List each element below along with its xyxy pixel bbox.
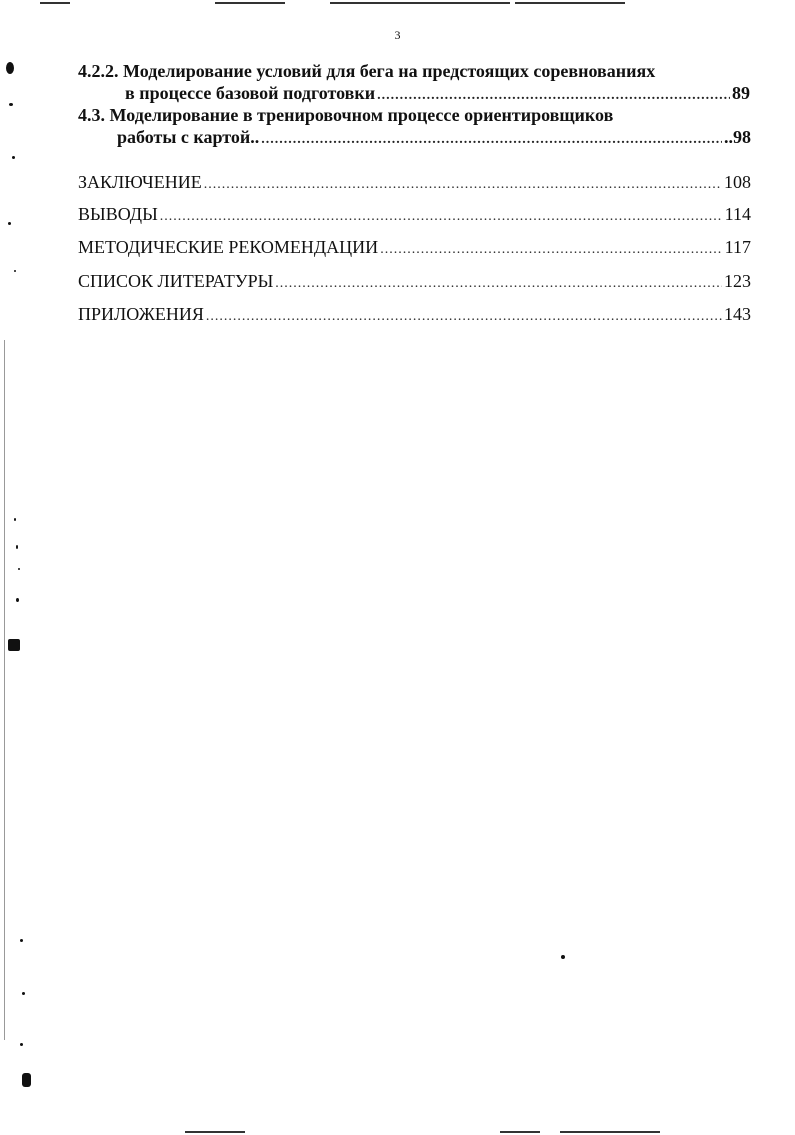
- toc-leader-dots: [206, 306, 722, 328]
- toc-page-number: 123: [724, 271, 751, 291]
- scan-speck: [22, 992, 25, 995]
- scan-speck: [22, 1073, 31, 1087]
- toc-label: ЗАКЛЮЧЕНИЕ: [78, 172, 202, 192]
- toc-page-number: 143: [724, 304, 751, 324]
- toc-page-number: 108: [724, 172, 751, 192]
- toc-leader-dots: [261, 129, 722, 151]
- scan-speck: [20, 939, 23, 942]
- toc-label: МЕТОДИЧЕСКИЕ РЕКОМЕНДАЦИИ: [78, 237, 379, 257]
- toc-item-4-3: [117, 126, 751, 151]
- scan-speck: [16, 598, 19, 602]
- toc-leader-dots: [160, 206, 723, 228]
- toc-leader-dots: [380, 239, 722, 261]
- toc-page-number: 117: [724, 237, 751, 257]
- toc-leader-dots: [204, 174, 722, 196]
- scan-rule-top: [515, 2, 625, 4]
- scan-speck: [9, 103, 13, 106]
- toc-item-4-2-2-subtitle: в процессе базовой подготовки: [125, 83, 376, 103]
- scan-speck: [8, 639, 20, 651]
- toc-label: СПИСОК ЛИТЕРАТУРЫ: [78, 271, 274, 291]
- toc-page-number: ..98: [724, 127, 751, 147]
- scan-rule-bottom: [560, 1131, 660, 1133]
- scan-rule-bottom: [500, 1131, 540, 1133]
- scan-speck: [20, 1043, 23, 1046]
- scan-edge-line: [4, 340, 5, 1040]
- scan-rule-bottom: [185, 1131, 245, 1133]
- scan-speck: [8, 222, 11, 225]
- toc-item-appendices: [78, 303, 751, 328]
- scan-speck: [561, 955, 565, 959]
- toc-item-recommendations: [78, 236, 751, 261]
- toc-item-references: [78, 270, 751, 295]
- scan-speck: [12, 156, 15, 159]
- scan-speck: [18, 568, 20, 570]
- scan-rule-top: [40, 2, 70, 4]
- page-number: 3: [394, 28, 401, 42]
- scan-speck: [14, 518, 16, 521]
- toc-item-conclusion: [78, 171, 751, 196]
- toc-item-4-2-2-title: 4.2.2. Моделирование условий для бега на предстоящих соревнованиях: [78, 61, 656, 81]
- toc-leader-dots: [275, 273, 722, 295]
- scan-rule-top: [215, 2, 285, 4]
- toc-page-number: 114: [724, 204, 751, 224]
- toc-label: ПРИЛОЖЕНИЯ: [78, 304, 204, 324]
- scan-speck: [16, 545, 18, 549]
- scan-speck: [6, 62, 14, 74]
- toc-label: ВЫВОДЫ: [78, 204, 158, 224]
- toc-item-findings: [78, 203, 751, 228]
- scan-speck: [14, 270, 16, 272]
- toc-item-4-3-title: 4.3. Моделирование в тренировочном процессе ориентировщиков: [78, 105, 614, 125]
- toc-page-number: 89: [732, 83, 750, 103]
- scan-rule-top: [330, 2, 510, 4]
- toc-item-4-3-subtitle: работы с картой..: [117, 127, 260, 147]
